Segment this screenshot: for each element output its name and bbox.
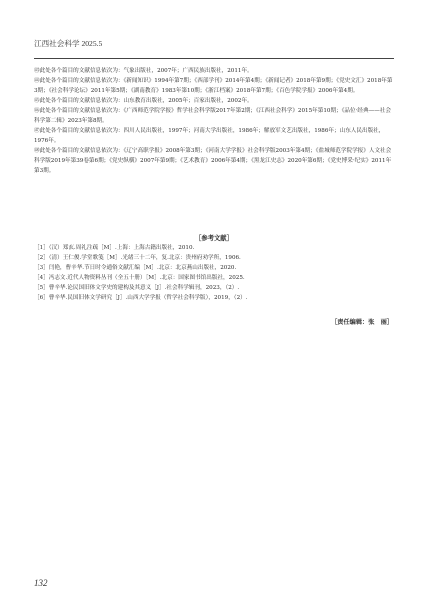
footnote: ㊻此处各个篇目的文献信息依次为：《广西师范学院学报》哲学社会科学版2017年第2期；《江西社会科学》2015年第10期；《品位·经典——社会科学第二辑》2023年第8期。 <box>34 108 391 124</box>
references-heading-wrap <box>34 225 394 244</box>
reference-item: ［6］曹辛华.民国旧体文学研究［J］.山西大学学报（哲学社会科学版），2019，（2）. <box>34 295 248 301</box>
footnote: ㊼此处各个篇目的文献信息依次为：四川人民出版社，1997年；河南大学出版社，1986年；解放军文艺出版社，1986年；山东人民出版社，1976年。 <box>34 128 385 144</box>
footnote: ㊹此处各个篇目的文献信息依次为：《新闻知识》1994年第7期；《西部学刊》2014年第4期；《新闻记者》2018年第9期；《党史文汇》2018年第3期；《社会科学论坛》2011年第5期；《湖南教育》1983年第10期；《浙江档案》2018年第7期；《百色学院学报》2006年第4期。 <box>34 78 393 94</box>
reference-item: ［5］曹辛华.论民国旧体文学史的建构及其意义［J］.社会科学辑刊，2023，（2）. <box>34 285 240 291</box>
running-header: 江西社会科学 2025.5 <box>34 39 103 48</box>
reference-list <box>34 243 394 303</box>
footnote: ㊽此处各个篇目的文献信息依次为：《辽宁高职学报》2008年第3期；《河南大学学报》社会科学版2003年第4期；《盐城师范学院学报》人文社会科学版2019年第39卷第6期；《党史纵横》2007年第9期；《艺术教育》2006年第4期；《黑龙江史志》2020年第6期；《党史博采·纪实》2011年第3期。 <box>34 148 392 174</box>
reference-item: ［3］闫艳，曹辛华.节日时令通俗文献汇编［M］.北京：北京燕山出版社，2020. <box>34 265 237 271</box>
page-number: 132 <box>34 578 48 588</box>
footnote: ㊸此处各个篇目的文献信息依次为：气象出版社，2007年；广西民族出版社，2011年。 <box>34 68 253 74</box>
footnotes <box>34 66 394 176</box>
footnote: ㊺此处各个篇目的文献信息依次为：山东教育出版社，2005年；百家出版社，2002年。 <box>34 98 253 104</box>
reference-item: ［4］冯志文.近代人物资料丛刊（全五十册）［M］.北京：国家图书馆出版社，2025. <box>34 275 245 281</box>
reference-item: ［1］（汉）郑玄.周礼注疏［M］.上海：上海古籍出版社，2010. <box>34 245 195 251</box>
references-heading: ［参考文献］ <box>195 235 233 242</box>
header-rule <box>34 58 394 59</box>
reference-item: ［2］（清）王仁俊.学堂歌笺［M］.光绪三十二年，复.北京：贵州府劝学所，1906. <box>34 255 241 261</box>
editor-credit: ［责任编辑：张 丽］ <box>331 319 393 326</box>
